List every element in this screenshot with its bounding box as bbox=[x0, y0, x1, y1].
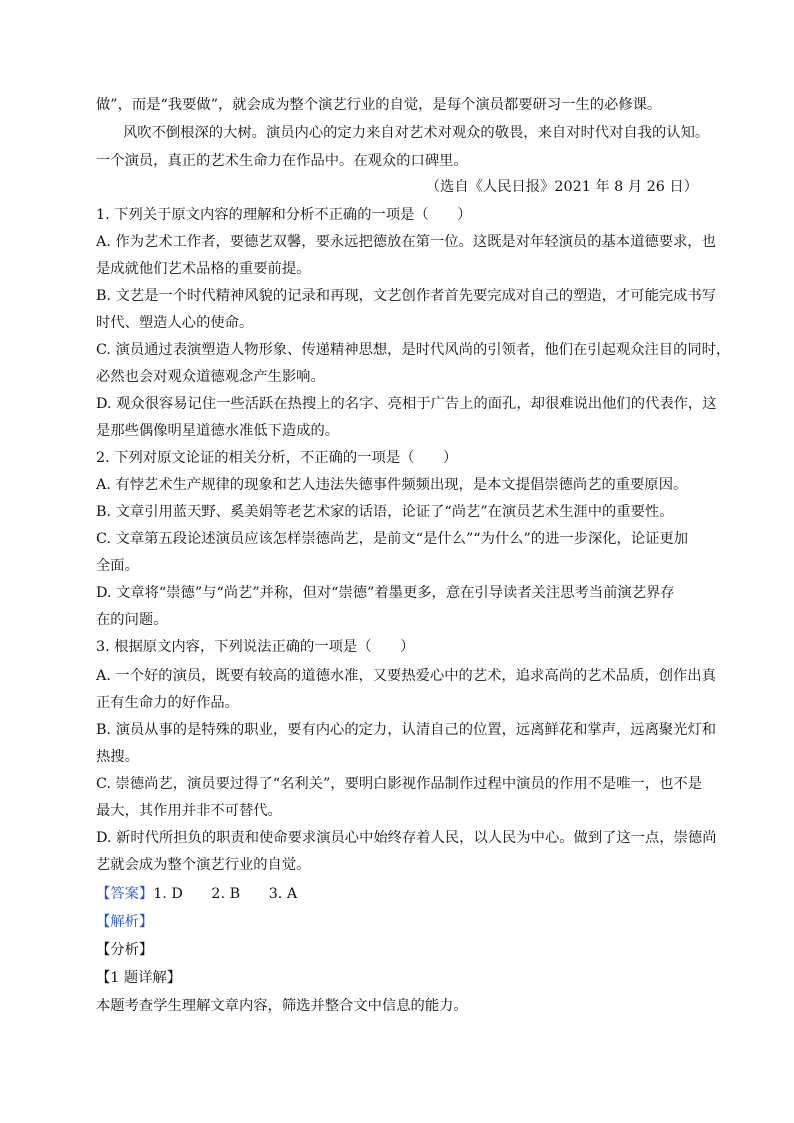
question-3-option-b: B. 演员从事的是特殊的职业，要有内心的定力，认清自己的位置，远离鲜花和掌声，远离聚光灯和 bbox=[96, 722, 717, 738]
answer-label: 【答案】 bbox=[96, 886, 154, 902]
question-1-option-c: C. 演员通过表演塑造人物形象、传递精神思想，是时代风尚的引领者，他们在引起观众注目的同时， bbox=[96, 342, 731, 358]
question-2-option-d-cont: 在的问题。 bbox=[96, 612, 168, 628]
question-1-option-b: B. 文艺是一个时代精神风貌的记录和再现，文艺创作者首先要完成对自己的塑造，才可能完成书写 bbox=[96, 288, 717, 304]
question-1-detail-heading: 【1 题详解】 bbox=[96, 970, 182, 986]
question-3-option-c: C. 崇德尚艺，演员要过得了“名利关”，要明白影视作品制作过程中演员的作用不是唯一，也不是 bbox=[96, 776, 703, 792]
passage-line: 风吹不倒根深的大树。演员内心的定力来自对艺术对观众的敬畏，来自对时代对自我的认知。 bbox=[123, 125, 710, 141]
question-2-option-b: B. 文章引用蓝天野、奚美娟等老艺术家的话语，论证了“尚艺”在演员艺术生涯中的重要性。 bbox=[96, 504, 674, 520]
question-1-stem: 1. 下列关于原文内容的理解和分析不正确的一项是（ ） bbox=[96, 207, 472, 223]
question-3-option-a-cont: 正有生命力的好作品。 bbox=[96, 695, 239, 711]
question-2-option-c: C. 文章第五段论述演员应该怎样崇德尚艺，是前文“是什么”“为什么”的进一步深化，论证更加 bbox=[96, 531, 689, 547]
passage-source: （选自《人民日报》2021 年 8 月 26 日） bbox=[425, 179, 698, 195]
question-2-option-d: D. 文章将“崇德”与“尚艺”并称，但对“崇德”着墨更多，意在引导读者关注思考当前演艺界存 bbox=[96, 585, 675, 601]
question-3-option-d: D. 新时代所担负的职责和使命要求演员心中始终存着人民，以人民为中心。做到了这一点，崇德尚 bbox=[96, 830, 717, 846]
question-1-option-d: D. 观众很容易记住一些活跃在热搜上的名字、亮相于广告上的面孔，却很难说出他们的代表作，这 bbox=[96, 396, 717, 412]
analysis-subheading: 【分析】 bbox=[96, 942, 154, 958]
question-3-option-a: A. 一个好的演员，既要有较高的道德水准，又要热爱心中的艺术，追求高尚的艺术品质，创作出真 bbox=[96, 668, 716, 684]
question-1-option-d-cont: 是那些偶像明星道德水准低下造成的。 bbox=[96, 423, 340, 439]
passage-line: 一个演员，真正的艺术生命力在作品中。在观众的口碑里。 bbox=[96, 153, 468, 169]
analysis-heading: 【解析】 bbox=[96, 914, 154, 930]
question-3-option-b-cont: 热搜。 bbox=[96, 749, 139, 765]
question-2-stem: 2. 下列对原文论证的相关分析，不正确的一项是（ ） bbox=[96, 450, 458, 466]
answer-line bbox=[96, 884, 698, 904]
question-1-option-c-cont: 必然也会对观众道德观念产生影响。 bbox=[96, 369, 325, 385]
question-1-option-b-cont: 时代、塑造人心的使命。 bbox=[96, 315, 254, 331]
question-2-option-a: A. 有悖艺术生产规律的现象和艺人违法失德事件频频出现，是本文提倡崇德尚艺的重要原因。 bbox=[96, 477, 688, 493]
question-3-stem: 3. 根据原文内容，下列说法正确的一项是（ ） bbox=[96, 639, 415, 655]
question-1-option-a-cont: 是成就他们艺术品格的重要前提。 bbox=[96, 261, 311, 277]
question-3-option-d-cont: 艺就会成为整个演艺行业的自觉。 bbox=[96, 857, 311, 873]
answer-value: 1. D 2. B 3. A bbox=[153, 886, 298, 902]
passage-line: 做”，而是“我要做”，就会成为整个演艺行业的自觉，是每个演员都要研习一生的必修课。 bbox=[96, 97, 662, 113]
question-3-option-c-cont: 最大，其作用并非不可替代。 bbox=[96, 803, 282, 819]
question-1-detail-text: 本题考查学生理解文章内容，筛选并整合文中信息的能力。 bbox=[96, 998, 468, 1014]
question-1-option-a: A. 作为艺术工作者，要德艺双馨，要永远把德放在第一位。这既是对年轻演员的基本道德要求，也 bbox=[96, 234, 716, 250]
question-2-option-c-cont: 全面。 bbox=[96, 558, 139, 574]
